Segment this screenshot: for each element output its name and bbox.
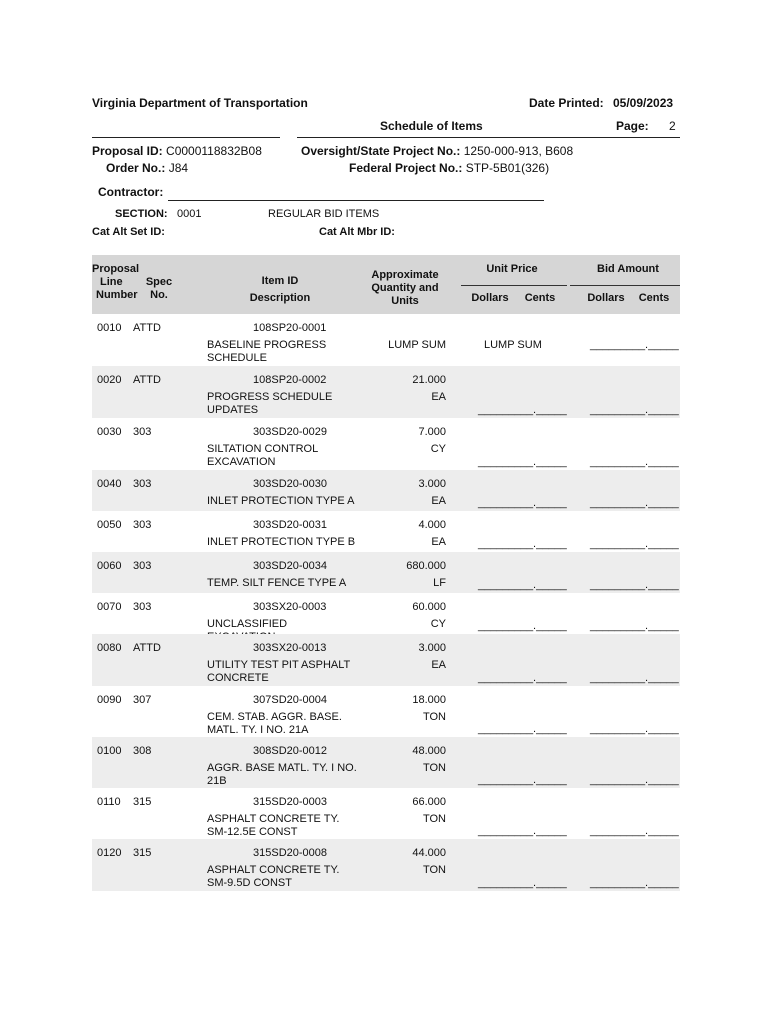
schedule-title: Schedule of Items bbox=[380, 119, 483, 133]
row-line-number: 0070 bbox=[97, 601, 122, 613]
row-spec: 303 bbox=[133, 478, 152, 490]
row-description: PROGRESS SCHEDULE UPDATES bbox=[207, 391, 333, 416]
row-item-id: 307SD20-0004 bbox=[253, 694, 328, 706]
row-unit-price-blank[interactable]: _________._____ bbox=[478, 723, 567, 735]
row-unit-price: LUMP SUM bbox=[484, 339, 542, 351]
table-header bbox=[92, 255, 680, 314]
table-row bbox=[92, 418, 680, 470]
table-row bbox=[92, 366, 680, 418]
oversight-label: Oversight/State Project No.: bbox=[301, 144, 461, 158]
row-spec: 303 bbox=[133, 560, 152, 572]
proposal-id-label: Proposal ID: bbox=[92, 144, 163, 158]
proposal-id bbox=[92, 144, 262, 158]
row-quantity: 680.000 bbox=[406, 560, 446, 572]
col-unit-cents: Cents bbox=[524, 292, 556, 304]
table-row bbox=[92, 737, 680, 788]
row-item-id: 108SP20-0001 bbox=[253, 322, 327, 334]
row-item-id: 315SD20-0008 bbox=[253, 847, 328, 859]
col-proposal-line bbox=[92, 263, 142, 302]
row-description: UTILITY TEST PIT ASPHALT CONCRETE bbox=[207, 659, 351, 684]
row-bid-amount-blank[interactable]: _________._____ bbox=[590, 672, 679, 684]
date-printed-label: Date Printed: bbox=[529, 96, 604, 110]
federal-label: Federal Project No.: bbox=[349, 161, 463, 175]
row-bid-amount-blank[interactable]: _________._____ bbox=[590, 723, 679, 735]
row-quantity: 3.000 bbox=[418, 478, 446, 490]
row-unit-price-blank[interactable]: _________._____ bbox=[478, 620, 567, 632]
row-spec: 303 bbox=[133, 519, 152, 531]
row-item-id: 303SD20-0034 bbox=[253, 560, 328, 572]
row-units: TON bbox=[422, 711, 446, 723]
col-approx-qty-2: Quantity and bbox=[371, 282, 439, 294]
federal-project bbox=[349, 161, 549, 175]
row-line-number: 0030 bbox=[97, 426, 122, 438]
col-bid-dollars: Dollars bbox=[587, 292, 625, 304]
col-proposal-line-1: Proposal bbox=[92, 263, 140, 275]
row-units: TON bbox=[422, 762, 446, 774]
col-bid-cents: Cents bbox=[638, 292, 670, 304]
row-item-id: 315SD20-0003 bbox=[253, 796, 328, 808]
col-proposal-line-3: Number bbox=[96, 289, 138, 301]
page-label: Page: bbox=[616, 119, 649, 133]
row-units: EA bbox=[431, 659, 446, 671]
row-spec: ATTD bbox=[133, 322, 161, 334]
row-description: ASPHALT CONCRETE TY. SM-12.5E CONST bbox=[207, 813, 340, 838]
row-item-id: 303SD20-0030 bbox=[253, 478, 328, 490]
row-description: UNCLASSIFIED bbox=[207, 618, 288, 630]
row-item-id: 303SX20-0013 bbox=[253, 642, 327, 654]
row-unit-price-blank[interactable]: _________._____ bbox=[478, 404, 567, 416]
row-spec: ATTD bbox=[133, 374, 161, 386]
order-no bbox=[106, 161, 188, 175]
row-spec: ATTD bbox=[133, 642, 161, 654]
row-item-id: 308SD20-0012 bbox=[253, 745, 328, 757]
row-unit-price-blank[interactable]: _________._____ bbox=[478, 497, 567, 509]
col-item-id: Item ID bbox=[261, 275, 299, 287]
row-line-number: 0040 bbox=[97, 478, 122, 490]
oversight-project bbox=[301, 144, 573, 158]
col-spec bbox=[144, 276, 174, 302]
row-unit-price-blank[interactable]: _________._____ bbox=[478, 774, 567, 786]
row-units: LUMP SUM bbox=[388, 339, 446, 351]
row-line-number: 0060 bbox=[97, 560, 122, 572]
table-row bbox=[92, 593, 680, 634]
row-units: EA bbox=[431, 391, 446, 403]
row-units: EA bbox=[431, 495, 446, 507]
row-spec: 307 bbox=[133, 694, 152, 706]
col-bid-amount: Bid Amount bbox=[597, 263, 659, 275]
col-approx-qty-3: Units bbox=[391, 295, 419, 307]
row-item-id: 303SD20-0031 bbox=[253, 519, 328, 531]
col-approx-qty bbox=[360, 269, 450, 308]
col-unit-price: Unit Price bbox=[486, 263, 538, 275]
row-description: CEM. STAB. AGGR. BASE. MATL. TY. I NO. 21A bbox=[207, 711, 342, 736]
row-line-number: 0020 bbox=[97, 374, 122, 386]
row-description: TEMP. SILT FENCE TYPE A bbox=[207, 577, 347, 589]
row-quantity: 18.000 bbox=[412, 694, 446, 706]
header-rule-left bbox=[92, 137, 280, 138]
row-bid-amount-blank[interactable]: _________._____ bbox=[590, 404, 679, 416]
proposal-id-value: C0000118832B08 bbox=[166, 144, 262, 158]
cat-alt-mbr-label: Cat Alt Mbr ID: bbox=[319, 226, 395, 238]
row-bid-amount-blank[interactable]: _________._____ bbox=[590, 774, 679, 786]
table-row bbox=[92, 634, 680, 686]
oversight-value: 1250-000-913, B608 bbox=[463, 144, 574, 158]
row-unit-price-blank[interactable]: _________._____ bbox=[478, 825, 567, 837]
row-spec: 315 bbox=[133, 847, 152, 859]
bid-amount-rule bbox=[570, 285, 680, 286]
row-line-number: 0120 bbox=[97, 847, 122, 859]
row-unit-price-blank[interactable]: _________._____ bbox=[478, 538, 567, 550]
row-line-number: 0100 bbox=[97, 745, 122, 757]
page-number: 2 bbox=[669, 119, 676, 133]
row-spec: 303 bbox=[133, 601, 152, 613]
section-name: REGULAR BID ITEMS bbox=[268, 208, 380, 220]
row-bid-amount-blank[interactable]: _________._____ bbox=[590, 825, 679, 837]
row-units: TON bbox=[422, 813, 446, 825]
col-description: Description bbox=[249, 292, 311, 304]
row-bid-amount-blank[interactable]: _________._____ bbox=[590, 620, 679, 632]
row-units: CY bbox=[430, 618, 446, 630]
order-no-value: J84 bbox=[168, 161, 189, 175]
col-spec-1: Spec bbox=[145, 276, 173, 288]
row-line-number: 0080 bbox=[97, 642, 122, 654]
row-quantity: 7.000 bbox=[418, 426, 446, 438]
date-printed-value: 05/09/2023 bbox=[613, 96, 674, 110]
row-description: BASELINE PROGRESS SCHEDULE bbox=[207, 339, 327, 364]
table-row bbox=[92, 839, 680, 891]
row-units: TON bbox=[422, 864, 446, 876]
col-spec-2: No. bbox=[150, 289, 168, 301]
contractor-label: Contractor: bbox=[98, 185, 164, 199]
row-units: EA bbox=[431, 536, 446, 548]
row-item-id: 303SX20-0003 bbox=[253, 601, 327, 613]
contractor-line bbox=[168, 200, 544, 201]
col-unit-dollars: Dollars bbox=[471, 292, 509, 304]
row-bid-amount-blank[interactable]: _________._____ bbox=[590, 538, 679, 550]
row-line-number: 0050 bbox=[97, 519, 122, 531]
row-spec: 315 bbox=[133, 796, 152, 808]
row-units: LF bbox=[433, 577, 446, 589]
row-item-id: 108SP20-0002 bbox=[253, 374, 327, 386]
row-spec: 308 bbox=[133, 745, 152, 757]
col-proposal-line-2: Line bbox=[100, 276, 123, 288]
row-line-number: 0110 bbox=[97, 796, 121, 808]
agency-name: Virginia Department of Transportation bbox=[92, 96, 308, 110]
row-spec: 303 bbox=[133, 426, 152, 438]
row-description: ASPHALT CONCRETE TY. SM-9.5D CONST bbox=[207, 864, 340, 889]
row-unit-price-blank[interactable]: _________._____ bbox=[478, 456, 567, 468]
table-row bbox=[92, 552, 680, 593]
unit-price-rule bbox=[461, 285, 567, 286]
table-row bbox=[92, 511, 680, 552]
row-bid-amount-blank[interactable]: _________._____ bbox=[590, 456, 679, 468]
section-value: 0001 bbox=[177, 208, 202, 220]
row-bid-amount-blank[interactable]: _________._____ bbox=[590, 339, 679, 351]
row-quantity: 44.000 bbox=[412, 847, 446, 859]
row-quantity: 66.000 bbox=[412, 796, 446, 808]
row-quantity: 4.000 bbox=[418, 519, 446, 531]
row-quantity: 21.000 bbox=[412, 374, 446, 386]
row-description: AGGR. BASE MATL. TY. I NO. 21B bbox=[207, 762, 357, 787]
row-quantity: 3.000 bbox=[418, 642, 446, 654]
table-row bbox=[92, 470, 680, 511]
header-rule-right bbox=[297, 137, 680, 138]
cat-alt-set-label: Cat Alt Set ID: bbox=[92, 226, 165, 238]
row-bid-amount-blank[interactable]: _________._____ bbox=[590, 497, 679, 509]
table-row bbox=[92, 686, 680, 737]
table-row bbox=[92, 314, 680, 366]
row-unit-price-blank[interactable]: _________._____ bbox=[478, 579, 567, 591]
row-line-number: 0010 bbox=[97, 322, 122, 334]
row-unit-price-blank[interactable]: _________._____ bbox=[478, 877, 567, 889]
row-units: CY bbox=[430, 443, 446, 455]
row-description: INLET PROTECTION TYPE A bbox=[207, 495, 355, 507]
row-item-id: 303SD20-0029 bbox=[253, 426, 328, 438]
table-row bbox=[92, 788, 680, 839]
row-quantity: 48.000 bbox=[412, 745, 446, 757]
row-line-number: 0090 bbox=[97, 694, 122, 706]
row-bid-amount-blank[interactable]: _________._____ bbox=[590, 579, 679, 591]
row-description: SILTATION CONTROL EXCAVATION bbox=[207, 443, 318, 468]
row-unit-price-blank[interactable]: _________._____ bbox=[478, 672, 567, 684]
col-approx-qty-1: Approximate bbox=[371, 269, 439, 281]
row-quantity: 60.000 bbox=[412, 601, 446, 613]
federal-value: STP-5B01(326) bbox=[465, 161, 550, 175]
section-label: SECTION: bbox=[115, 208, 168, 220]
row-description: INLET PROTECTION TYPE B bbox=[207, 536, 356, 548]
order-no-label: Order No.: bbox=[106, 161, 166, 175]
row-bid-amount-blank[interactable]: _________._____ bbox=[590, 877, 679, 889]
